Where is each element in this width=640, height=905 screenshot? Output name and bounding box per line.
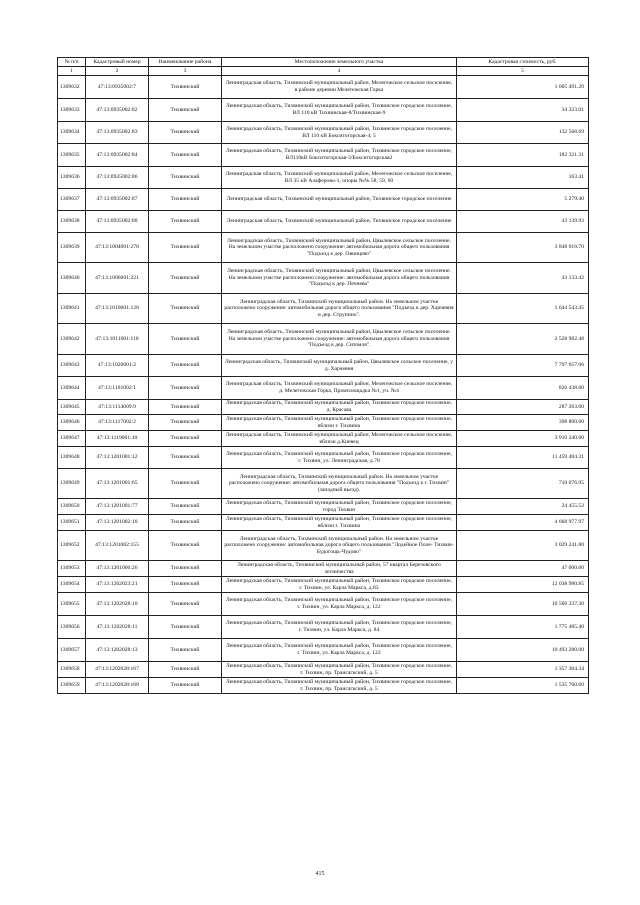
table-row	[58, 400, 589, 415]
header-cadastral-number: Кадастровый номер	[86, 58, 149, 67]
row-number: 1309651	[58, 515, 86, 531]
header-cadastral-value: Кадастровая стоимость, руб.	[457, 58, 589, 67]
cadastral-value: 182 321.31	[457, 144, 589, 167]
land-location: Ленинградская область, Тихвинский муниципальный район, Тихвинское городское поселение, г. Тихвин, ул. Карла Маркса, д.83	[222, 577, 457, 593]
table-row	[58, 561, 589, 577]
header-row	[58, 58, 589, 67]
land-location: Ленинградская область, Тихвинский муниципальный район, Цвылевское сельское поселение. На земельном участке расположено сооружение: автомобильная дорога общего пользования "Подъезд к дер. Ситомля".	[222, 324, 457, 355]
land-location: Ленинградская область, Тихвинский муниципальный район, Тихвинское городское поселение, ВЛ 110 кВ Бокситогорская-4, 5	[222, 122, 457, 144]
cadastral-value: 12 038 980.85	[457, 577, 589, 593]
district-name: Тихвинский	[149, 211, 222, 233]
land-location: Ленинградская область, Тихвинский муниципальный район, Тихвинское городское поселение	[222, 189, 457, 211]
land-location: Ленинградская область, Тихвинский муниципальный район, Тихвинское городское поселение, г. Тихвин, пр. Трансагкский, д. 5	[222, 662, 457, 678]
district-name: Тихвинский	[149, 469, 222, 499]
cadastral-number: 47:13:1201001:77	[86, 499, 149, 515]
row-number: 1309647	[58, 431, 86, 447]
table-row	[58, 415, 589, 431]
land-location: Ленинградская область, Тихвинский муниципальный район, Тихвинское городское поселение, г. Тихвин, ул. Карла Маркса, д. 84	[222, 616, 457, 639]
cadastral-number: 47:13:1202023:21	[86, 577, 149, 593]
table-row	[58, 294, 589, 324]
table-row	[58, 233, 589, 263]
district-name: Тихвинский	[149, 99, 222, 122]
land-location: Ленинградская область, Тихвинский муниципальный район, Мелегежское сельское поселение, ВЛ 35 кВ Алаферово-1, опоры №№ 58, 59, 60	[222, 167, 457, 189]
table-row	[58, 593, 589, 616]
land-location: Ленинградская область, Тихвинский муниципальный район, Тихвинское городское поселение, г. Тихвин, пр. Трансагкский, д. 5	[222, 678, 457, 694]
table-row	[58, 447, 589, 469]
cadastral-value: 24 455.52	[457, 499, 589, 515]
land-location: Ленинградская область, Тихвинский муниципальный район. На земельном участке расположено сооружение: автомобильная дорога общего пользования "Подъезд к дер. Харчевня и дер. Струпино".	[222, 294, 457, 324]
cadastral-number: 47:13:1119001:10	[86, 431, 149, 447]
cadastral-number: 47:13:1202028:168	[86, 678, 149, 694]
index-1: 1	[58, 67, 86, 76]
index-4: 4	[222, 67, 457, 76]
row-number: 1309640	[58, 263, 86, 294]
land-location: Ленинградская область, Тихвинский муниципальный район, Тихвинское городское поселение, ВЛ 110 кВ Тихвинская-8/Тихвинская-9	[222, 99, 457, 122]
row-number: 1309645	[58, 400, 86, 415]
row-number: 1309657	[58, 639, 86, 662]
district-name: Тихвинский	[149, 294, 222, 324]
district-name: Тихвинский	[149, 531, 222, 561]
land-location: Ленинградская область, Тихвинский муниципальный район, Тихвинское городское поселение, вблизи г. Тихвина	[222, 415, 457, 431]
cadastral-number: 47:13:0935002:86	[86, 167, 149, 189]
cadastral-number: 47:13:1201001:12	[86, 447, 149, 469]
row-number: 1309650	[58, 499, 86, 515]
table-row	[58, 469, 589, 499]
row-number: 1309652	[58, 531, 86, 561]
cadastral-value: 163.41	[457, 167, 589, 189]
land-location: Ленинградская область, Тихвинский муниципальный район, Тихвинское городское поселение, ВЛ110кВ Бокситогорская-3/Бокситогорская2	[222, 144, 457, 167]
cadastral-number: 47:13:0935002:88	[86, 211, 149, 233]
cadastral-number: 47:13:1006001:221	[86, 263, 149, 294]
table-row	[58, 639, 589, 662]
row-number: 1309632	[58, 76, 86, 99]
district-name: Тихвинский	[149, 167, 222, 189]
cadastral-value: 34 323.01	[457, 99, 589, 122]
land-location: Ленинградская область, Тихвинский муниципальный район, Мелегежское сельское поселение, д. Мелегежская Горка, Промплощадка №1, уч. №4	[222, 377, 457, 400]
district-name: Тихвинский	[149, 593, 222, 616]
index-2: 2	[86, 67, 149, 76]
land-location: Ленинградская область, Тихвинский муниципальный район, Тихвинское городское поселение, г. Тихвин, ул. Карла Маркса, д. 122	[222, 593, 457, 616]
cadastral-value: 1 644 543.45	[457, 294, 589, 324]
cadastral-number: 47:13:0935002:87	[86, 189, 149, 211]
row-number: 1309635	[58, 144, 86, 167]
table-row	[58, 678, 589, 694]
land-location: Ленинградская область, Тихвинский муниципальный район, Тихвинское городское поселение, город Тихвин	[222, 499, 457, 515]
row-number: 1309655	[58, 593, 86, 616]
district-name: Тихвинский	[149, 233, 222, 263]
cadastral-number: 47:13:1117002:2	[86, 415, 149, 431]
cadastral-number: 47:13:1201006:26	[86, 561, 149, 577]
land-location: Ленинградская область, Тихвинский муниципальный район, Мелегежское сельское поселение, в районе деревни Мелегежская Горка	[222, 76, 457, 99]
land-location: Ленинградская область, Тихвинский муниципальный район, Цвылевское сельское поселение, у д. Харчевня	[222, 355, 457, 377]
table-row	[58, 76, 589, 99]
header-district: Наименование района	[149, 58, 222, 67]
header-location: Местоположение земельного участка	[222, 58, 457, 67]
cadastral-value: 3 910 340.00	[457, 431, 589, 447]
cadastral-value: 287 263.00	[457, 400, 589, 415]
cadastral-number: 47:13:1201001:65	[86, 469, 149, 499]
land-location: Ленинградская область, Тихвинский муниципальный район, Цвылевское сельское поселение. На земельном участке расположено сооружение: автомобильная дорога общего пользования "Подъезд к дер. Овинцево"	[222, 233, 457, 263]
table-row	[58, 144, 589, 167]
row-number: 1309633	[58, 99, 86, 122]
row-number: 1309659	[58, 678, 86, 694]
cadastral-number: 47:13:0935002:83	[86, 122, 149, 144]
row-number: 1309649	[58, 469, 86, 499]
district-name: Тихвинский	[149, 515, 222, 531]
table-row	[58, 431, 589, 447]
cadastral-number: 47:13:0935002:7	[86, 76, 149, 99]
cadastral-number: 47:13:1004001:278	[86, 233, 149, 263]
cadastral-number: 47:13:1020001:2	[86, 355, 149, 377]
table-row	[58, 99, 589, 122]
cadastral-number: 47:13:1114009:9	[86, 400, 149, 415]
cadastral-value: 826 438.00	[457, 377, 589, 400]
district-name: Тихвинский	[149, 678, 222, 694]
cadastral-number: 47:13:1202028:167	[86, 662, 149, 678]
table-row	[58, 616, 589, 639]
land-location: Ленинградская область, Тихвинский муниципальный район, Цвылевское сельское поселение. На земельном участке расположено сооружение: автомобильная дорога общего пользования "Подъезд к дер. Печнева"	[222, 263, 457, 294]
row-number: 1309637	[58, 189, 86, 211]
table-row	[58, 531, 589, 561]
district-name: Тихвинский	[149, 355, 222, 377]
cadastral-value: 5 279.40	[457, 189, 589, 211]
district-name: Тихвинский	[149, 377, 222, 400]
table-row	[58, 577, 589, 593]
cadastral-number: 47:13:1101002:1	[86, 377, 149, 400]
table-row	[58, 662, 589, 678]
cadastral-value: 43 133.42	[457, 263, 589, 294]
table-row	[58, 515, 589, 531]
index-5: 5	[457, 67, 589, 76]
land-location: Ленинградская область, Тихвинский муниципальный район, Тихвинское городское поселение, д. Красава	[222, 400, 457, 415]
table-row	[58, 263, 589, 294]
cadastral-value: 11 459 484.31	[457, 447, 589, 469]
table-body	[58, 76, 589, 694]
land-location: Ленинградская область, Тихвинский муниципальный район. На земельном участке расположено сооружение: автомобильная дорога общего пользования "Подъезд к г. Тихвин"(западный въезд).	[222, 469, 457, 499]
district-name: Тихвинский	[149, 415, 222, 431]
row-number: 1309653	[58, 561, 86, 577]
row-number: 1309641	[58, 294, 86, 324]
cadastral-value: 7 797 657.06	[457, 355, 589, 377]
cadastral-value: 710 076.95	[457, 469, 589, 499]
cadastral-value: 1 775 485.40	[457, 616, 589, 639]
district-name: Тихвинский	[149, 616, 222, 639]
row-number: 1309658	[58, 662, 86, 678]
cadastral-number: 47:13:1201002:10	[86, 515, 149, 531]
row-number: 1309646	[58, 415, 86, 431]
land-location: Ленинградская область, Тихвинский муниципальный район. На земельном участке расположено сооружение: автомобильная дорога общего пользования "Лодейное Поле- Тихвин-Будогощь-Чудово"	[222, 531, 457, 561]
cadastral-value: 3 029 241.80	[457, 531, 589, 561]
cadastral-number: 47:13:1202028:11	[86, 616, 149, 639]
cadastral-value: 43 139.93	[457, 211, 589, 233]
district-name: Тихвинский	[149, 189, 222, 211]
cadastral-number: 47:13:1201002:155	[86, 531, 149, 561]
district-name: Тихвинский	[149, 561, 222, 577]
cadastral-number: 47:13:0935002:82	[86, 99, 149, 122]
district-name: Тихвинский	[149, 447, 222, 469]
cadastral-number: 47:13:1202028:13	[86, 639, 149, 662]
land-location: Ленинградская область, Тихвинский муниципальный район, 57 квартал Березовского лесничества	[222, 561, 457, 577]
index-row	[58, 67, 589, 76]
index-3: 3	[149, 67, 222, 76]
row-number: 1309648	[58, 447, 86, 469]
header-num: № п/п	[58, 58, 86, 67]
row-number: 1309634	[58, 122, 86, 144]
row-number: 1309639	[58, 233, 86, 263]
cadastral-number: 47:13:1010001:128	[86, 294, 149, 324]
district-name: Тихвинский	[149, 639, 222, 662]
district-name: Тихвинский	[149, 499, 222, 515]
row-number: 1309644	[58, 377, 86, 400]
district-name: Тихвинский	[149, 144, 222, 167]
cadastral-number: 47:13:1011001:118	[86, 324, 149, 355]
row-number: 1309654	[58, 577, 86, 593]
table-row	[58, 377, 589, 400]
row-number: 1309643	[58, 355, 86, 377]
row-number: 1309636	[58, 167, 86, 189]
table-row	[58, 211, 589, 233]
table-row	[58, 355, 589, 377]
district-name: Тихвинский	[149, 577, 222, 593]
district-name: Тихвинский	[149, 662, 222, 678]
cadastral-value: 4 668 977.97	[457, 515, 589, 531]
cadastral-value: 1 535 760.60	[457, 678, 589, 694]
cadastral-value: 3 848 016.70	[457, 233, 589, 263]
cadastral-value: 10 493 280.00	[457, 639, 589, 662]
land-location: Ленинградская область, Тихвинский муниципальный район, Тихвинское городское поселение, вблизи г. Тихвина	[222, 515, 457, 531]
land-location: Ленинградская область, Тихвинский муниципальный район, Тихвинское городское поселение	[222, 211, 457, 233]
land-location: Ленинградская область, Тихвинский муниципальный район, Тихвинское городское поселение, г. Тихвин, ул. Ленинградская, д.78	[222, 447, 457, 469]
table-row	[58, 189, 589, 211]
district-name: Тихвинский	[149, 431, 222, 447]
district-name: Тихвинский	[149, 76, 222, 99]
table-row	[58, 167, 589, 189]
cadastral-value: 398 800.00	[457, 415, 589, 431]
cadastral-value: 2 528 982.48	[457, 324, 589, 355]
cadastral-value: 1 357 304.34	[457, 662, 589, 678]
row-number: 1309642	[58, 324, 86, 355]
cadastral-number: 47:13:1202028:10	[86, 593, 149, 616]
land-location: Ленинградская область, Тихвинский муниципальный район, Мелегежское сельское поселение, вблизи д.Киевец	[222, 431, 457, 447]
district-name: Тихвинский	[149, 324, 222, 355]
cadastral-value-table	[57, 57, 589, 694]
cadastral-value: 47 000.00	[457, 561, 589, 577]
table-row	[58, 499, 589, 515]
district-name: Тихвинский	[149, 263, 222, 294]
district-name: Тихвинский	[149, 400, 222, 415]
cadastral-value: 132 568.69	[457, 122, 589, 144]
cadastral-value: 1 005 491.20	[457, 76, 589, 99]
table-row	[58, 324, 589, 355]
cadastral-value: 10 566 337.30	[457, 593, 589, 616]
page-number: 415	[315, 871, 325, 877]
land-location: Ленинградская область, Тихвинский муниципальный район, Тихвинское городское поселение, г. Тихвин, ул. Карла Маркса, д. 122	[222, 639, 457, 662]
district-name: Тихвинский	[149, 122, 222, 144]
cadastral-number: 47:13:0935002:84	[86, 144, 149, 167]
row-number: 1309638	[58, 211, 86, 233]
row-number: 1309656	[58, 616, 86, 639]
table-row	[58, 122, 589, 144]
